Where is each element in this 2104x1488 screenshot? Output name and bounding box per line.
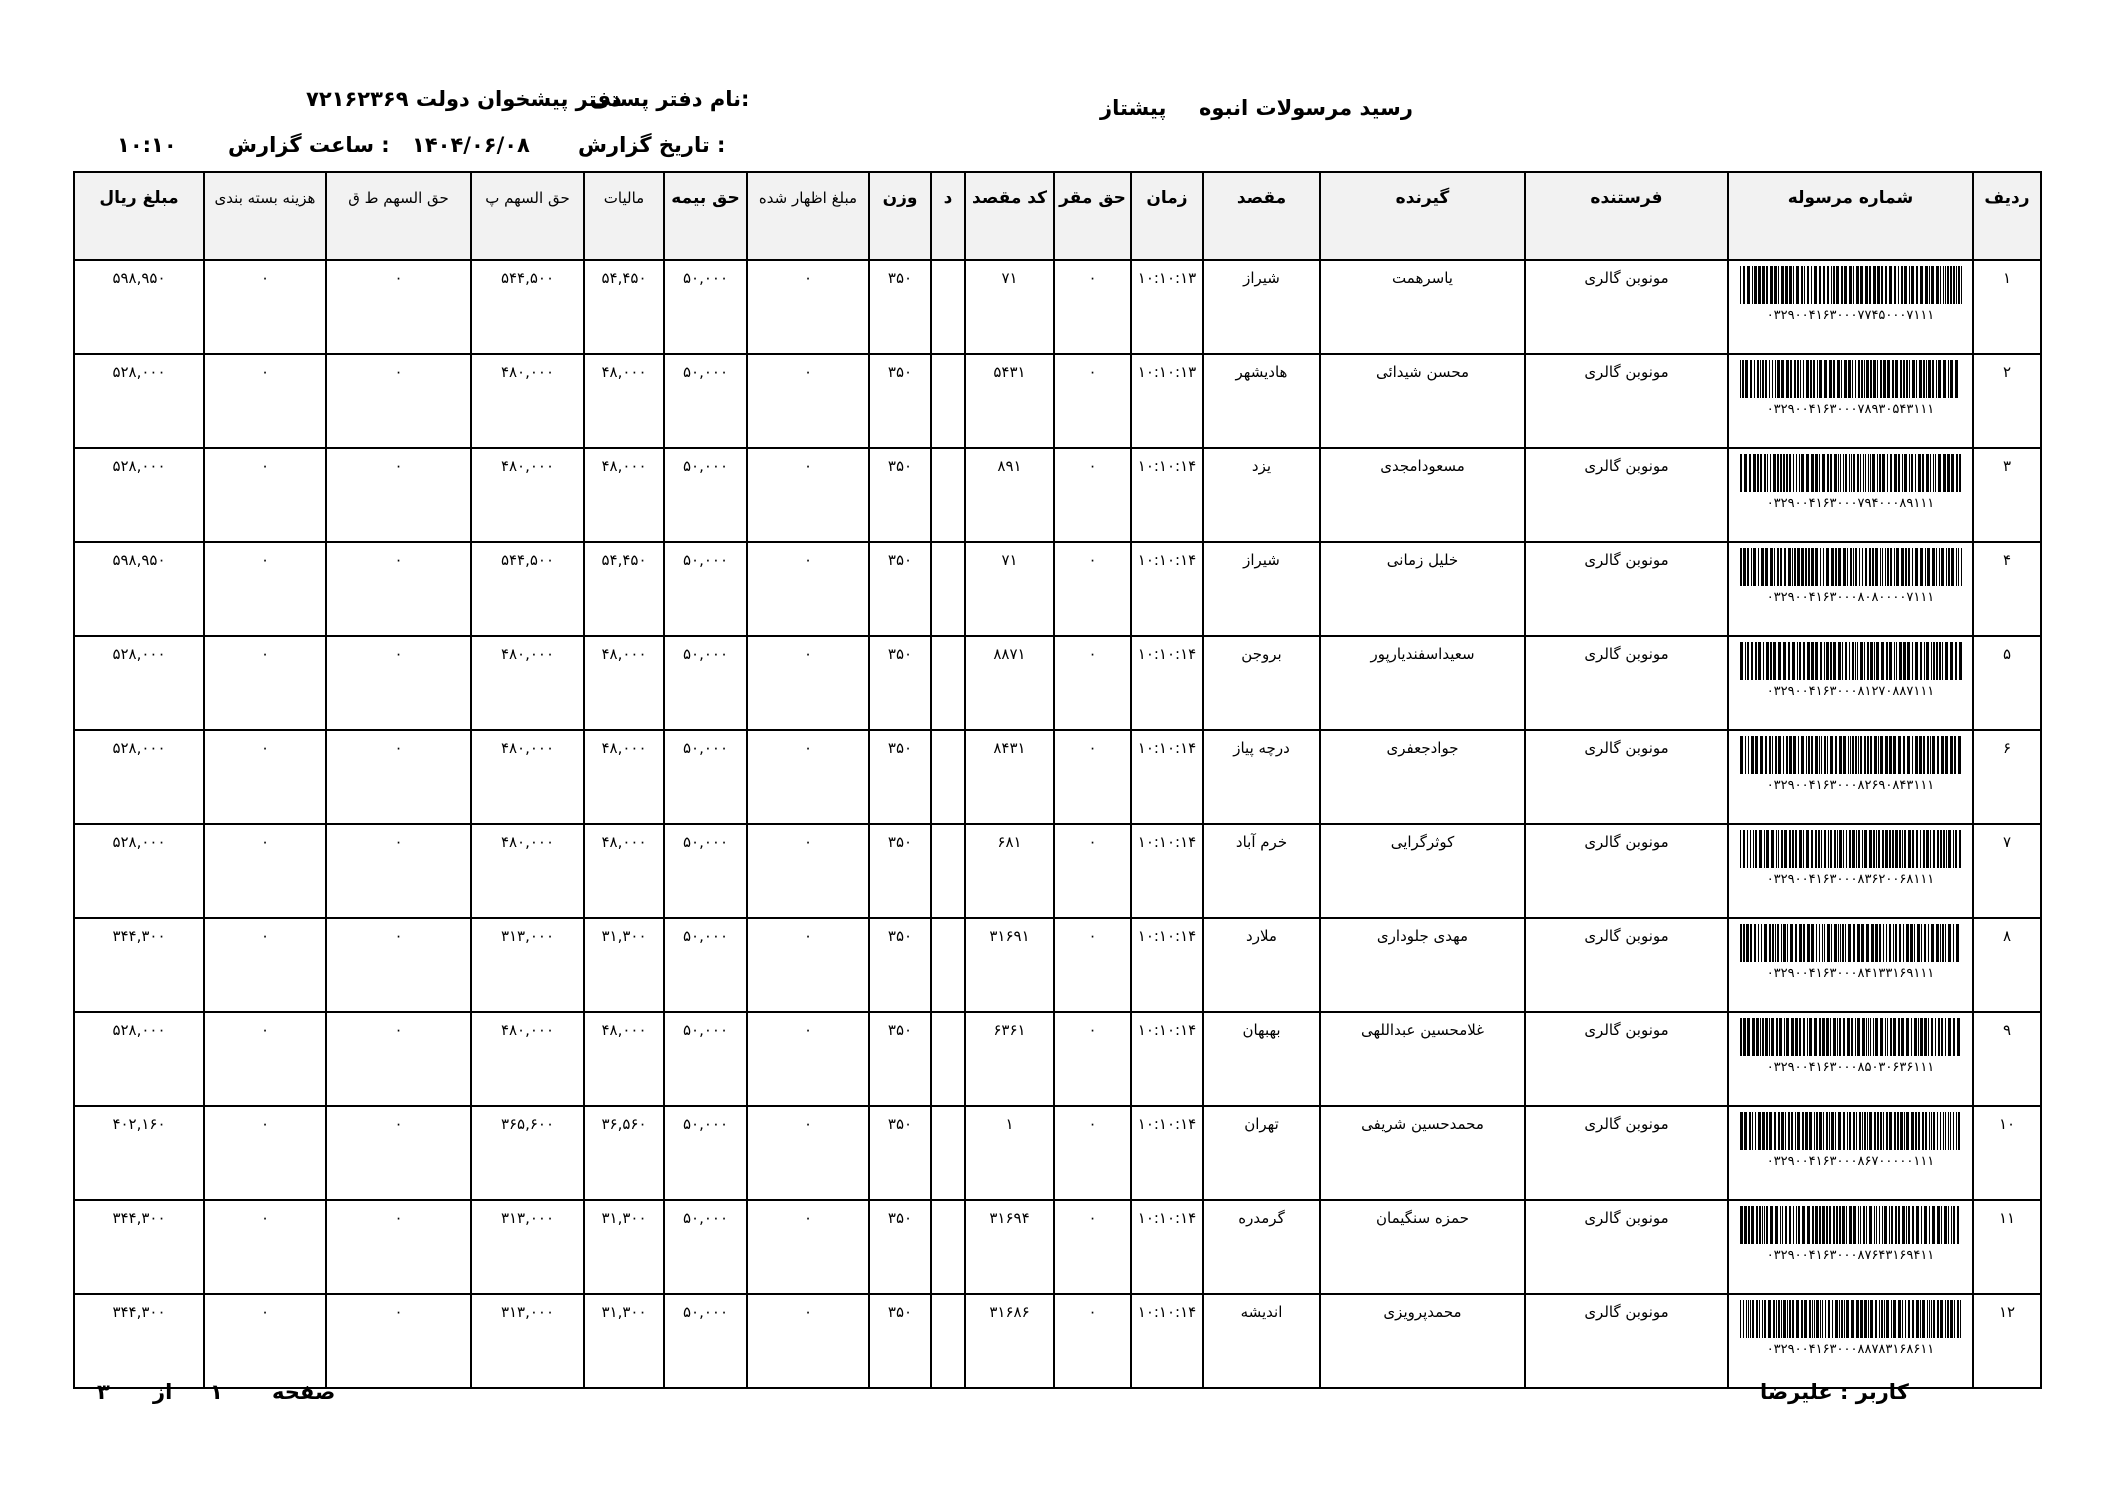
cell-declared-amount: ۰ [747,918,869,1012]
col-share-tq: حق السهم ط ق [326,172,471,260]
cell-dest-code: ۳۱۶۹۴ [965,1200,1054,1294]
cell-declared-amount: ۰ [747,1294,869,1388]
cell-share-tq: ۰ [326,354,471,448]
cell-declared-amount: ۰ [747,260,869,354]
cell-haq-maqar: ۰ [1054,1294,1131,1388]
cell-packing-cost: ۰ [204,542,326,636]
cell-time: ۱۰:۱۰:۱۴ [1131,1200,1203,1294]
cell-packing-cost: ۰ [204,918,326,1012]
cell-tracking-number [1728,448,1973,542]
cell-amount-rial: ۳۴۴,۳۰۰ [74,1294,204,1388]
cell-tax: ۳۱,۳۰۰ [584,1200,664,1294]
cell-insurance: ۵۰,۰۰۰ [664,354,747,448]
cell-receiver: غلامحسین عبداللهی [1320,1012,1525,1106]
cell-row-no: ۱۰ [1973,1106,2041,1200]
cell-tax: ۴۸,۰۰۰ [584,448,664,542]
table-header-row [74,172,2041,260]
cell-declared-amount: ۰ [747,1012,869,1106]
cell-row-no: ۴ [1973,542,2041,636]
barcode-image [1738,830,1964,868]
cell-sender: مونوبن گالری [1525,448,1728,542]
cell-receiver: محسن شیدائی [1320,354,1525,448]
cell-tracking-number [1728,1294,1973,1388]
cell-declared-amount: ۰ [747,824,869,918]
cell-sender: مونوبن گالری [1525,636,1728,730]
cell-amount-rial: ۵۲۸,۰۰۰ [74,824,204,918]
col-share-p: حق السهم پ [471,172,584,260]
cell-weight: ۳۵۰ [869,448,931,542]
cell-dest-code: ۶۳۶۱ [965,1012,1054,1106]
barcode-image [1738,454,1964,492]
cell-sender: مونوبن گالری [1525,1012,1728,1106]
cell-share-tq: ۰ [326,824,471,918]
cell-receiver: یاسرهمت [1320,260,1525,354]
page-label: صفحه [272,1380,336,1404]
cell-tax: ۳۶,۵۶۰ [584,1106,664,1200]
cell-sender: مونوبن گالری [1525,354,1728,448]
barcode-image [1738,1018,1964,1056]
cell-dest-code: ۱ [965,1106,1054,1200]
cell-receiver: خلیل زمانی [1320,542,1525,636]
cell-share-p: ۵۴۴,۵۰۰ [471,260,584,354]
barcode-number: ۰۳۲۹۰۰۴۱۶۳۰۰۰۸۵۰۳۰۶۳۶۱۱۱ [1766,1060,1935,1075]
cell-destination: یزد [1203,448,1320,542]
cell-weight: ۳۵۰ [869,260,931,354]
barcode-image [1738,736,1964,774]
cell-d [931,260,965,354]
cell-receiver: مهدی جلوداری [1320,918,1525,1012]
cell-dest-code: ۸۴۳۱ [965,730,1054,824]
time-label: ساعت گزارش : [228,133,390,157]
col-receiver: گیرنده [1320,172,1525,260]
cell-declared-amount: ۰ [747,1200,869,1294]
cell-tracking-number [1728,354,1973,448]
cell-time: ۱۰:۱۰:۱۴ [1131,730,1203,824]
cell-dest-code: ۶۸۱ [965,824,1054,918]
col-tracking-number: شماره مرسوله [1728,172,1973,260]
service-type: پیشتاز [1100,96,1167,120]
page-current: ۱ [210,1380,223,1404]
barcode-number: ۰۳۲۹۰۰۴۱۶۳۰۰۰۸۲۶۹۰۸۴۳۱۱۱ [1766,778,1935,793]
cell-destination: خرم آباد [1203,824,1320,918]
cell-amount-rial: ۵۹۸,۹۵۰ [74,260,204,354]
cell-sender: مونوبن گالری [1525,730,1728,824]
cell-row-no: ۳ [1973,448,2041,542]
cell-packing-cost: ۰ [204,1106,326,1200]
cell-receiver: سعیداسفندیارپور [1320,636,1525,730]
cell-insurance: ۵۰,۰۰۰ [664,730,747,824]
cell-declared-amount: ۰ [747,448,869,542]
cell-tracking-number [1728,824,1973,918]
cell-weight: ۳۵۰ [869,1106,931,1200]
cell-haq-maqar: ۰ [1054,542,1131,636]
cell-row-no: ۲ [1973,354,2041,448]
cell-sender: مونوبن گالری [1525,260,1728,354]
table-row [74,730,2041,824]
cell-share-tq: ۰ [326,448,471,542]
cell-row-no: ۵ [1973,636,2041,730]
cell-dest-code: ۷۱ [965,260,1054,354]
cell-insurance: ۵۰,۰۰۰ [664,918,747,1012]
cell-share-p: ۳۱۳,۰۰۰ [471,918,584,1012]
cell-packing-cost: ۰ [204,1012,326,1106]
cell-declared-amount: ۰ [747,1106,869,1200]
cell-tracking-number [1728,730,1973,824]
table-row [74,1200,2041,1294]
cell-sender: مونوبن گالری [1525,918,1728,1012]
cell-receiver: کوثرگرایی [1320,824,1525,918]
cell-amount-rial: ۵۲۸,۰۰۰ [74,1012,204,1106]
cell-packing-cost: ۰ [204,1200,326,1294]
cell-amount-rial: ۵۲۸,۰۰۰ [74,730,204,824]
cell-haq-maqar: ۰ [1054,448,1131,542]
col-haq-maqar: حق مقر [1054,172,1131,260]
barcode-number: ۰۳۲۹۰۰۴۱۶۳۰۰۰۸۴۱۳۳۱۶۹۱۱۱ [1766,966,1935,981]
cell-share-tq: ۰ [326,1106,471,1200]
cell-amount-rial: ۳۴۴,۳۰۰ [74,1200,204,1294]
barcode-number: ۰۳۲۹۰۰۴۱۶۳۰۰۰۸۱۲۷۰۸۸۷۱۱۱ [1766,684,1935,699]
user-label: کاربر : [1840,1380,1909,1404]
cell-tax: ۴۸,۰۰۰ [584,824,664,918]
table-row [74,354,2041,448]
cell-insurance: ۵۰,۰۰۰ [664,542,747,636]
cell-haq-maqar: ۰ [1054,260,1131,354]
cell-destination: اندیشه [1203,1294,1320,1388]
cell-packing-cost: ۰ [204,448,326,542]
cell-haq-maqar: ۰ [1054,1012,1131,1106]
table-row [74,1012,2041,1106]
cell-destination: ملارد [1203,918,1320,1012]
col-packing-cost: هزینه بسته بندی [204,172,326,260]
cell-row-no: ۱ [1973,260,2041,354]
cell-insurance: ۵۰,۰۰۰ [664,824,747,918]
cell-insurance: ۵۰,۰۰۰ [664,1200,747,1294]
col-tax: مالیات [584,172,664,260]
cell-sender: مونوبن گالری [1525,824,1728,918]
cell-tracking-number [1728,636,1973,730]
cell-weight: ۳۵۰ [869,354,931,448]
barcode-number: ۰۳۲۹۰۰۴۱۶۳۰۰۰۸۰۸۰۰۰۰۷۱۱۱ [1766,590,1935,605]
date-label: تاریخ گزارش : [578,133,726,157]
cell-weight: ۳۵۰ [869,636,931,730]
barcode-number: ۰۳۲۹۰۰۴۱۶۳۰۰۰۸۷۶۴۳۱۶۹۴۱۱ [1766,1248,1935,1263]
cell-weight: ۳۵۰ [869,824,931,918]
cell-destination: شیراز [1203,542,1320,636]
barcode-image [1738,548,1964,586]
cell-haq-maqar: ۰ [1054,918,1131,1012]
cell-sender: مونوبن گالری [1525,1294,1728,1388]
cell-d [931,730,965,824]
cell-destination: بهبهان [1203,1012,1320,1106]
shipments-table [73,171,2042,1389]
cell-receiver: مسعودامجدی [1320,448,1525,542]
cell-d [931,1200,965,1294]
cell-weight: ۳۵۰ [869,1012,931,1106]
cell-haq-maqar: ۰ [1054,824,1131,918]
col-declared-amount: مبلغ اظهار شده [747,172,869,260]
cell-row-no: ۱۲ [1973,1294,2041,1388]
cell-row-no: ۱۱ [1973,1200,2041,1294]
cell-packing-cost: ۰ [204,1294,326,1388]
cell-receiver: جوادجعفری [1320,730,1525,824]
cell-destination: شیراز [1203,260,1320,354]
report-title [1100,96,1413,120]
cell-tax: ۴۸,۰۰۰ [584,354,664,448]
cell-share-tq: ۰ [326,542,471,636]
cell-destination: تهران [1203,1106,1320,1200]
cell-declared-amount: ۰ [747,542,869,636]
table-row [74,636,2041,730]
cell-weight: ۳۵۰ [869,542,931,636]
table-row [74,542,2041,636]
cell-dest-code: ۷۱ [965,542,1054,636]
cell-packing-cost: ۰ [204,354,326,448]
cell-destination: درچه پیاز [1203,730,1320,824]
col-row-no: ردیف [1973,172,2041,260]
col-destination: مقصد [1203,172,1320,260]
cell-receiver: حمزه سنگیمان [1320,1200,1525,1294]
cell-destination: گرمدره [1203,1200,1320,1294]
cell-amount-rial: ۴۰۲,۱۶۰ [74,1106,204,1200]
barcode-number: ۰۳۲۹۰۰۴۱۶۳۰۰۰۸۸۷۸۳۱۶۸۶۱۱ [1766,1342,1935,1357]
cell-time: ۱۰:۱۰:۱۴ [1131,824,1203,918]
barcode-number: ۰۳۲۹۰۰۴۱۶۳۰۰۰۷۷۴۵۰۰۰۷۱۱۱ [1766,308,1935,323]
cell-tax: ۳۱,۳۰۰ [584,1294,664,1388]
cell-share-p: ۴۸۰,۰۰۰ [471,824,584,918]
cell-declared-amount: ۰ [747,730,869,824]
cell-sender: مونوبن گالری [1525,542,1728,636]
table-row [74,260,2041,354]
cell-packing-cost: ۰ [204,730,326,824]
cell-dest-code: ۵۴۳۱ [965,354,1054,448]
cell-insurance: ۵۰,۰۰۰ [664,636,747,730]
footer-user [1760,1380,1909,1404]
user-name: علیرضا [1760,1380,1833,1404]
cell-d [931,918,965,1012]
cell-time: ۱۰:۱۰:۱۴ [1131,542,1203,636]
cell-row-no: ۷ [1973,824,2041,918]
cell-d [931,448,965,542]
cell-packing-cost: ۰ [204,824,326,918]
table-row [74,448,2041,542]
barcode-image [1738,1300,1964,1338]
barcode-image [1738,642,1964,680]
cell-time: ۱۰:۱۰:۱۳ [1131,354,1203,448]
report-title-text: رسید مرسولات انبوه [1199,96,1413,120]
cell-declared-amount: ۰ [747,354,869,448]
col-time: زمان [1131,172,1203,260]
col-amount-rial: مبلغ ریال [74,172,204,260]
cell-time: ۱۰:۱۰:۱۴ [1131,1294,1203,1388]
table-row [74,1106,2041,1200]
cell-share-tq: ۰ [326,636,471,730]
cell-share-tq: ۰ [326,1200,471,1294]
cell-share-p: ۴۸۰,۰۰۰ [471,354,584,448]
cell-haq-maqar: ۰ [1054,354,1131,448]
cell-d [931,636,965,730]
table-row [74,1294,2041,1388]
cell-haq-maqar: ۰ [1054,636,1131,730]
cell-receiver: محمدحسین شریفی [1320,1106,1525,1200]
barcode-number: ۰۳۲۹۰۰۴۱۶۳۰۰۰۷۹۴۰۰۰۸۹۱۱۱ [1766,496,1935,511]
time-value: ۱۰:۱۰ [117,133,177,157]
barcode-image [1738,266,1964,304]
office-name: دفتر پیشخوان دولت ۷۲۱۶۲۳۶۹ [306,87,622,111]
cell-share-tq: ۰ [326,1294,471,1388]
cell-amount-rial: ۵۲۸,۰۰۰ [74,354,204,448]
col-weight: وزن [869,172,931,260]
cell-time: ۱۰:۱۰:۱۴ [1131,918,1203,1012]
barcode-image [1738,924,1964,962]
cell-share-tq: ۰ [326,918,471,1012]
cell-insurance: ۵۰,۰۰۰ [664,1012,747,1106]
office-label: نام دفتر پستی: [590,87,750,111]
cell-destination: بروجن [1203,636,1320,730]
cell-amount-rial: ۵۹۸,۹۵۰ [74,542,204,636]
cell-d [931,1012,965,1106]
cell-d [931,824,965,918]
cell-tax: ۴۸,۰۰۰ [584,636,664,730]
cell-share-tq: ۰ [326,260,471,354]
cell-tracking-number [1728,1012,1973,1106]
cell-share-tq: ۰ [326,730,471,824]
cell-declared-amount: ۰ [747,636,869,730]
cell-share-p: ۳۱۳,۰۰۰ [471,1294,584,1388]
cell-share-p: ۴۸۰,۰۰۰ [471,448,584,542]
cell-tax: ۴۸,۰۰۰ [584,1012,664,1106]
barcode-number: ۰۳۲۹۰۰۴۱۶۳۰۰۰۷۸۹۳۰۵۴۳۱۱۱ [1766,402,1935,417]
barcode-image [1738,1206,1964,1244]
cell-weight: ۳۵۰ [869,730,931,824]
cell-d [931,354,965,448]
cell-destination: هادیشهر [1203,354,1320,448]
cell-share-p: ۳۱۳,۰۰۰ [471,1200,584,1294]
cell-share-p: ۵۴۴,۵۰۰ [471,542,584,636]
cell-packing-cost: ۰ [204,260,326,354]
cell-sender: مونوبن گالری [1525,1200,1728,1294]
table-row [74,918,2041,1012]
cell-tax: ۳۱,۳۰۰ [584,918,664,1012]
barcode-image [1738,360,1964,398]
cell-time: ۱۰:۱۰:۱۴ [1131,1106,1203,1200]
table-row [74,824,2041,918]
cell-packing-cost: ۰ [204,636,326,730]
date-value: ۱۴۰۴/۰۶/۰۸ [412,133,530,157]
cell-time: ۱۰:۱۰:۱۳ [1131,260,1203,354]
cell-weight: ۳۵۰ [869,918,931,1012]
cell-tracking-number [1728,918,1973,1012]
col-sender: فرستنده [1525,172,1728,260]
barcode-number: ۰۳۲۹۰۰۴۱۶۳۰۰۰۸۳۶۲۰۰۶۸۱۱۱ [1766,872,1935,887]
cell-time: ۱۰:۱۰:۱۴ [1131,1012,1203,1106]
cell-sender: مونوبن گالری [1525,1106,1728,1200]
barcode-image [1738,1112,1964,1150]
cell-row-no: ۶ [1973,730,2041,824]
cell-dest-code: ۸۹۱ [965,448,1054,542]
cell-dest-code: ۳۱۶۹۱ [965,918,1054,1012]
cell-tracking-number [1728,1106,1973,1200]
cell-haq-maqar: ۰ [1054,730,1131,824]
cell-share-p: ۴۸۰,۰۰۰ [471,730,584,824]
cell-haq-maqar: ۰ [1054,1106,1131,1200]
cell-receiver: محمدپرویزی [1320,1294,1525,1388]
cell-insurance: ۵۰,۰۰۰ [664,1106,747,1200]
cell-insurance: ۵۰,۰۰۰ [664,260,747,354]
cell-share-p: ۳۶۵,۶۰۰ [471,1106,584,1200]
col-insurance: حق بیمه [664,172,747,260]
cell-tax: ۴۸,۰۰۰ [584,730,664,824]
cell-dest-code: ۳۱۶۸۶ [965,1294,1054,1388]
col-dest-code: کد مقصد [965,172,1054,260]
cell-time: ۱۰:۱۰:۱۴ [1131,636,1203,730]
cell-haq-maqar: ۰ [1054,1200,1131,1294]
cell-share-p: ۴۸۰,۰۰۰ [471,636,584,730]
cell-insurance: ۵۰,۰۰۰ [664,1294,747,1388]
cell-d [931,542,965,636]
cell-tracking-number [1728,542,1973,636]
page-total: ۳ [97,1380,110,1404]
cell-dest-code: ۸۸۷۱ [965,636,1054,730]
barcode-number: ۰۳۲۹۰۰۴۱۶۳۰۰۰۸۶۷۰۰۰۰۰۱۱۱ [1766,1154,1935,1169]
cell-tax: ۵۴,۴۵۰ [584,542,664,636]
cell-time: ۱۰:۱۰:۱۴ [1131,448,1203,542]
cell-insurance: ۵۰,۰۰۰ [664,448,747,542]
cell-amount-rial: ۳۴۴,۳۰۰ [74,918,204,1012]
cell-row-no: ۹ [1973,1012,2041,1106]
cell-tracking-number [1728,260,1973,354]
cell-d [931,1294,965,1388]
cell-share-tq: ۰ [326,1012,471,1106]
cell-tax: ۵۴,۴۵۰ [584,260,664,354]
cell-tracking-number [1728,1200,1973,1294]
col-d: د [931,172,965,260]
cell-row-no: ۸ [1973,918,2041,1012]
cell-amount-rial: ۵۲۸,۰۰۰ [74,636,204,730]
cell-weight: ۳۵۰ [869,1294,931,1388]
cell-weight: ۳۵۰ [869,1200,931,1294]
cell-share-p: ۴۸۰,۰۰۰ [471,1012,584,1106]
cell-amount-rial: ۵۲۸,۰۰۰ [74,448,204,542]
page-of: از [153,1380,173,1404]
cell-d [931,1106,965,1200]
